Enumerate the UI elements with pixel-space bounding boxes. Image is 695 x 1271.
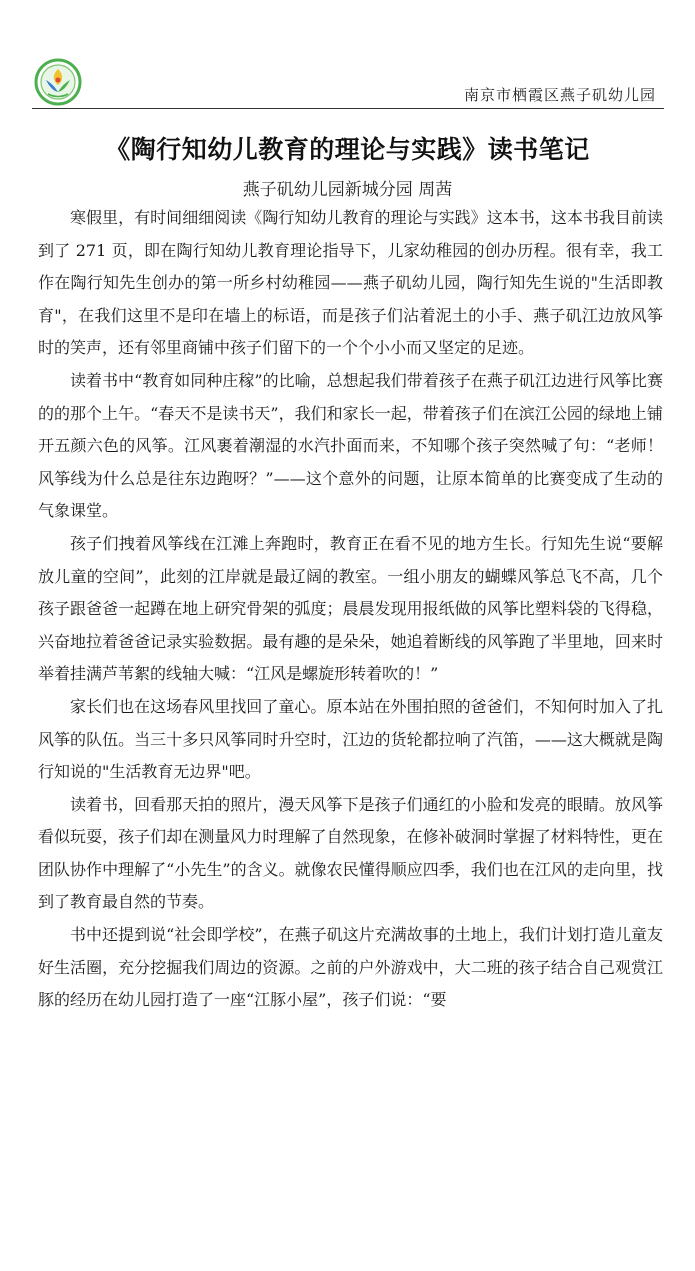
header-divider (32, 108, 664, 109)
paragraph: 孩子们拽着风筝线在江滩上奔跑时，教育正在看不见的地方生长。行知先生说“要解放儿童的空间”，此刻的江岸就是最辽阔的教室。一组小朋友的蝴蝶风筝总飞不高，几个孩子跟爸爸一起蹲在地上研究骨架的弧度；晨晨发现用报纸做的风筝比塑料袋的飞得稳，兴奋地拉着爸爸记录实验数据。最有趣的是朵朵，她追着断线的风筝跑了半里地，回来时举着挂满芦苇絮的线轴大喊：“江风是螺旋形转着吹的！” (38, 533, 663, 684)
kindergarten-logo-icon (34, 58, 82, 106)
article-author: 燕子矶幼儿园新城分园 周茜 (242, 180, 453, 200)
article-title: 《陶行知幼儿教育的理论与实践》读书笔记 (105, 135, 590, 164)
article-body (38, 202, 663, 1017)
paragraph: 寒假里，有时间细细阅读《陶行知幼儿教育的理论与实践》这本书，这本书我目前读到了 271 页，即在陶行知幼儿教育理论指导下，儿家幼稚园的创办历程。很有幸，我工作在陶行知先生创办的第一所乡村幼稚园——燕子矶幼儿园，陶行知先生说的"生活即教育"，在我们这里不是印在墙上的标语，而是孩子们沾着泥土的小手、燕子矶江边放风筝时的笑声，还有邻里商铺中孩子们留下的一个个小小而又坚定的足迹。 (38, 208, 663, 358)
school-name: 南京市栖霞区燕子矶幼儿园 (463, 86, 656, 104)
paragraph: 读着书，回看那天拍的照片，漫天风筝下是孩子们通红的小脸和发亮的眼睛。放风筝看似玩耍，孩子们却在测量风力时理解了自然现象，在修补破洞时掌握了材料特性，更在团队协作中理解了“小先生”的含义。就像农民懂得顺应四季，我们也在江风的走向里，找到了教育最自然的节奏。 (38, 794, 663, 912)
paragraph: 读着书中“教育如同种庄稼”的比喻，总想起我们带着孩子在燕子矶江边进行风筝比赛的的那个上午。“春天不是读书天”，我们和家长一起，带着孩子们在滨江公园的绿地上铺开五颜六色的风筝。江风裹着潮湿的水汽扑面而来，不知哪个孩子突然喊了句：“老师！风筝线为什么总是往东边跑呀？”——这个意外的问题，让原本简单的比赛变成了生动的气象课堂。 (38, 370, 663, 521)
paragraph: 书中还提到说“社会即学校”，在燕子矶这片充满故事的土地上，我们计划打造儿童友好生活圈，充分挖掘我们周边的资源。之前的户外游戏中，大二班的孩子结合自己观赏江豚的经历在幼儿园打造了一座“江豚小屋”，孩子们说：“要 (38, 925, 663, 1010)
paragraph: 家长们也在这场春风里找回了童心。原本站在外围拍照的爸爸们，不知何时加入了扎风筝的队伍。当三十多只风筝同时升空时，江边的货轮都拉响了汽笛，——这大概就是陶行知说的"生活教育无边界"吧。 (38, 696, 663, 782)
page-header (32, 58, 664, 110)
